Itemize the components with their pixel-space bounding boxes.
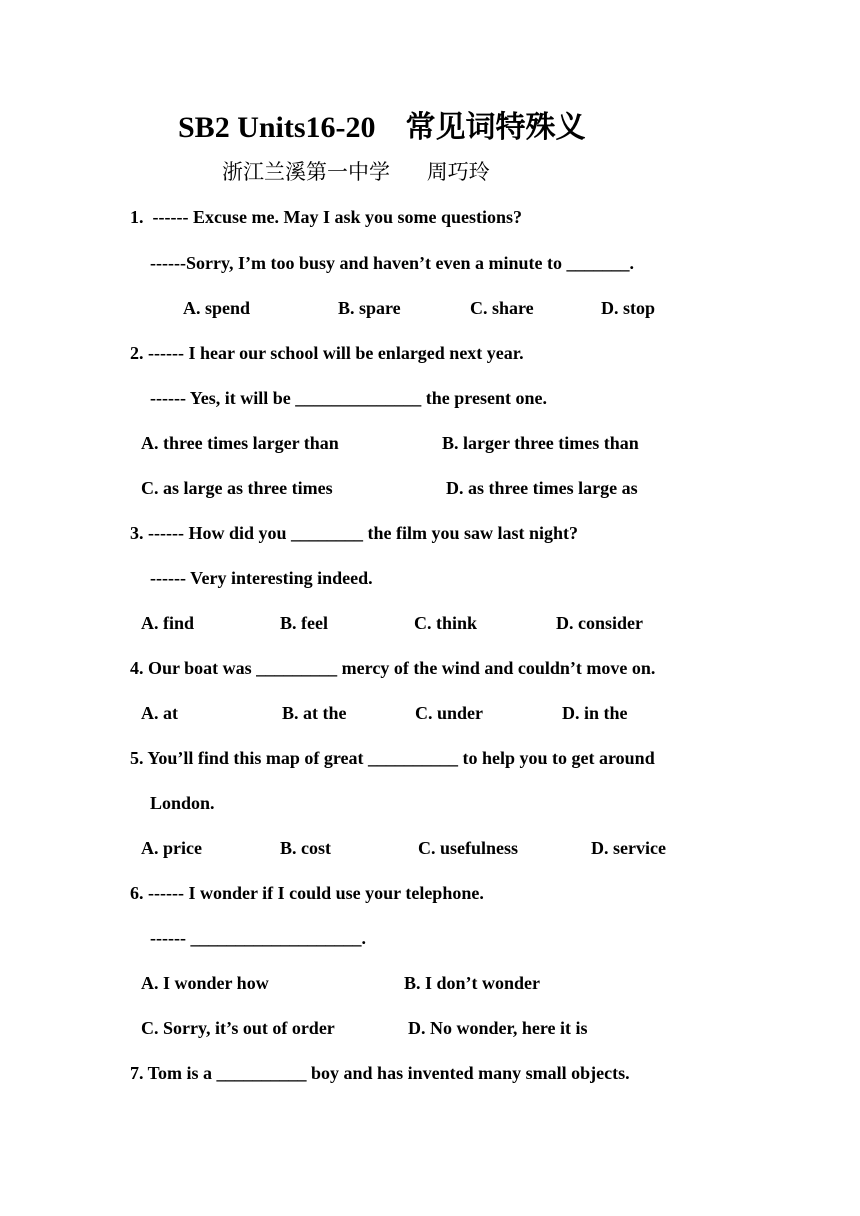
question-2-option-c: C. as large as three times: [141, 478, 333, 498]
question-3-option-c: C. think: [414, 613, 478, 633]
question-1-option-c: C. share: [470, 298, 534, 318]
question-5-option-d: D. service: [591, 838, 666, 858]
question-2-option-d: D. as three times large as: [446, 478, 638, 498]
question-4-option-b: B. at the: [282, 703, 347, 723]
question-1-stem: 1. ------ Excuse me. May I ask you some questions?: [130, 207, 522, 227]
document-author-line: 浙江兰溪第一中学 周巧玲: [222, 160, 490, 184]
question-3-option-a: A. find: [141, 613, 195, 633]
question-2-stem: 2. ------ I hear our school will be enlarged next year.: [130, 343, 524, 363]
question-6-response: ------ ___________________.: [150, 928, 366, 948]
question-1-option-a: A. spend: [183, 298, 251, 318]
question-5-stem: 5. You’ll find this map of great __________ to help you to get around: [130, 748, 655, 768]
question-4-option-d: D. in the: [562, 703, 628, 723]
question-6-option-d: D. No wonder, here it is: [408, 1018, 588, 1038]
question-3-option-b: B. feel: [280, 613, 328, 633]
question-4-option-a: A. at: [141, 703, 178, 723]
question-5-option-a: A. price: [141, 838, 202, 858]
question-2-option-a: A. three times larger than: [141, 433, 339, 453]
question-5-option-c: C. usefulness: [418, 838, 519, 858]
question-4-option-c: C. under: [415, 703, 484, 723]
question-6-option-a: A. I wonder how: [141, 973, 269, 993]
question-3-response: ------ Very interesting indeed.: [150, 568, 373, 588]
question-1-option-b: B. spare: [338, 298, 401, 318]
question-5-option-b: B. cost: [280, 838, 331, 858]
question-2-response: ------ Yes, it will be ______________ the present one.: [150, 388, 547, 408]
question-6-option-b: B. I don’t wonder: [404, 973, 541, 993]
question-6-stem: 6. ------ I wonder if I could use your telephone.: [130, 883, 484, 903]
document-title: SB2 Units16-20 常见词特殊义: [178, 111, 586, 144]
question-7-stem: 7. Tom is a __________ boy and has invented many small objects.: [130, 1063, 630, 1083]
question-4-stem: 4. Our boat was _________ mercy of the wind and couldn’t move on.: [130, 658, 656, 678]
question-3-option-d: D. consider: [556, 613, 643, 633]
question-1-option-d: D. stop: [601, 298, 656, 318]
question-1-response: ------Sorry, I’m too busy and haven’t even a minute to _______.: [150, 253, 634, 273]
question-3-stem: 3. ------ How did you ________ the film you saw last night?: [130, 523, 579, 543]
question-6-option-c: C. Sorry, it’s out of order: [141, 1018, 335, 1038]
question-2-option-b: B. larger three times than: [442, 433, 639, 453]
question-5-stem-continued: London.: [150, 793, 215, 813]
